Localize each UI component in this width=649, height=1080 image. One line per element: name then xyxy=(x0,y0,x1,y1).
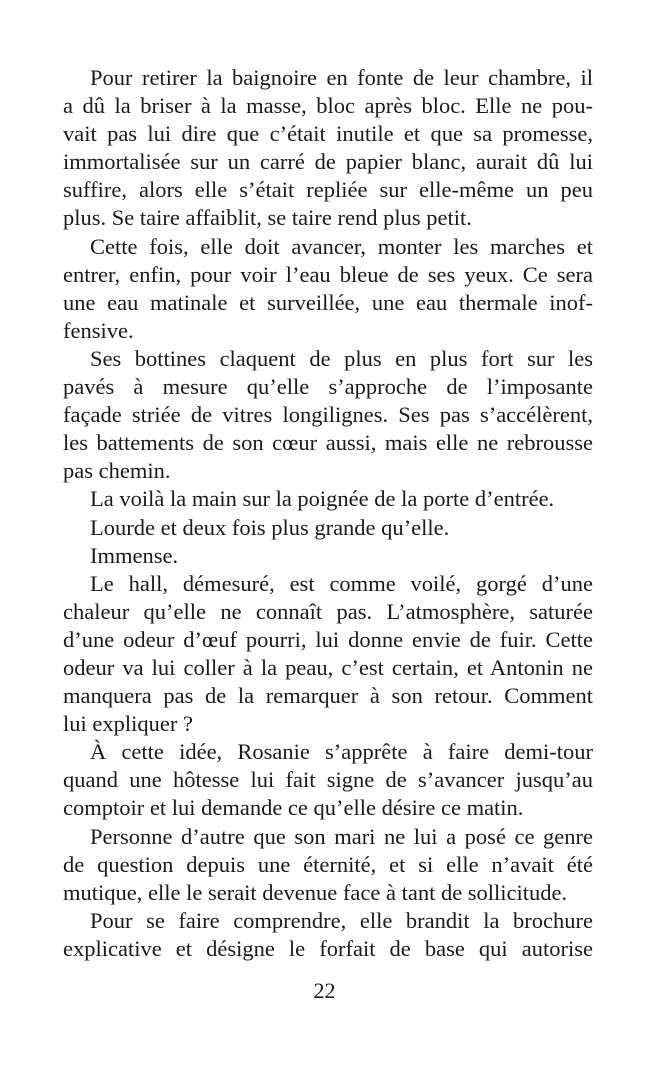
text-line: pavés à mesure qu’elle s’approche de l’imposante xyxy=(63,374,593,400)
text-line: les battements de son cœur aussi, mais elle ne rebrousse xyxy=(63,430,593,456)
body-text xyxy=(63,64,593,963)
text-line: a dû la briser à la masse, bloc après bloc. Elle ne pou- xyxy=(63,93,593,119)
text-line: Personne d’autre que son mari ne lui a posé ce genre xyxy=(90,823,593,849)
text-line: comptoir et lui demande ce qu’elle désire ce matin. xyxy=(63,795,524,821)
text-line: odeur va lui coller à la peau, c’est certain, et Antonin ne xyxy=(63,654,593,680)
text-line: plus. Se taire affaiblit, se taire rend plus petit. xyxy=(63,205,472,231)
text-line: Ses bottines claquent de plus en plus fort sur les xyxy=(90,345,593,371)
text-line: d’une odeur d’œuf pourri, lui donne envie de fuir. Cette xyxy=(63,626,593,652)
text-line: manquera pas de la remarquer à son retour. Comment xyxy=(63,683,593,709)
text-line: mutique, elle le serait devenue face à tant de sollicitude. xyxy=(63,879,568,905)
text-line: Immense. xyxy=(90,542,179,568)
text-line: Le hall, démesuré, est comme voilé, gorgé d’une xyxy=(90,570,593,596)
text-line: Pour retirer la baignoire en fonte de leur chambre, il xyxy=(90,65,593,90)
text-line: immortalisée sur un carré de papier blanc, aurait dû lui xyxy=(63,149,593,175)
text-line: La voilà la main sur la poignée de la porte d’entrée. xyxy=(90,486,555,512)
text-line: pas chemin. xyxy=(63,458,171,484)
text-line: suffire, alors elle s’était repliée sur elle-même un peu xyxy=(63,177,593,203)
text-line: Cette fois, elle doit avancer, monter les marches et xyxy=(90,233,593,259)
text-line: Lourde et deux fois plus grande qu’elle. xyxy=(90,514,450,540)
text-line: quand une hôtesse lui fait signe de s’avancer jusqu’au xyxy=(63,767,593,793)
text-line: fensive. xyxy=(63,317,134,343)
text-line: chaleur qu’elle ne connaît pas. L’atmosphère, saturée xyxy=(63,598,593,624)
text-line: À cette idée, Rosanie s’apprête à faire demi-tour xyxy=(90,739,593,765)
text-line: explicative et désigne le forfait de base qui autorise xyxy=(63,935,593,961)
page-number: 22 xyxy=(313,978,336,1003)
text-line: façade striée de vitres longilignes. Ses pas s’accélèrent, xyxy=(63,402,593,428)
text-line: Pour se faire comprendre, elle brandit la brochure xyxy=(90,907,593,933)
text-line: entrer, enfin, pour voir l’eau bleue de ses yeux. Ce sera xyxy=(63,261,593,287)
text-line: lui expliquer ? xyxy=(63,711,193,737)
text-line: de question depuis une éternité, et si elle n’avait été xyxy=(63,851,593,877)
text-line: vait pas lui dire que c’était inutile et que sa promesse, xyxy=(63,121,593,147)
text-line: une eau matinale et surveillée, une eau thermale inof- xyxy=(63,289,593,315)
